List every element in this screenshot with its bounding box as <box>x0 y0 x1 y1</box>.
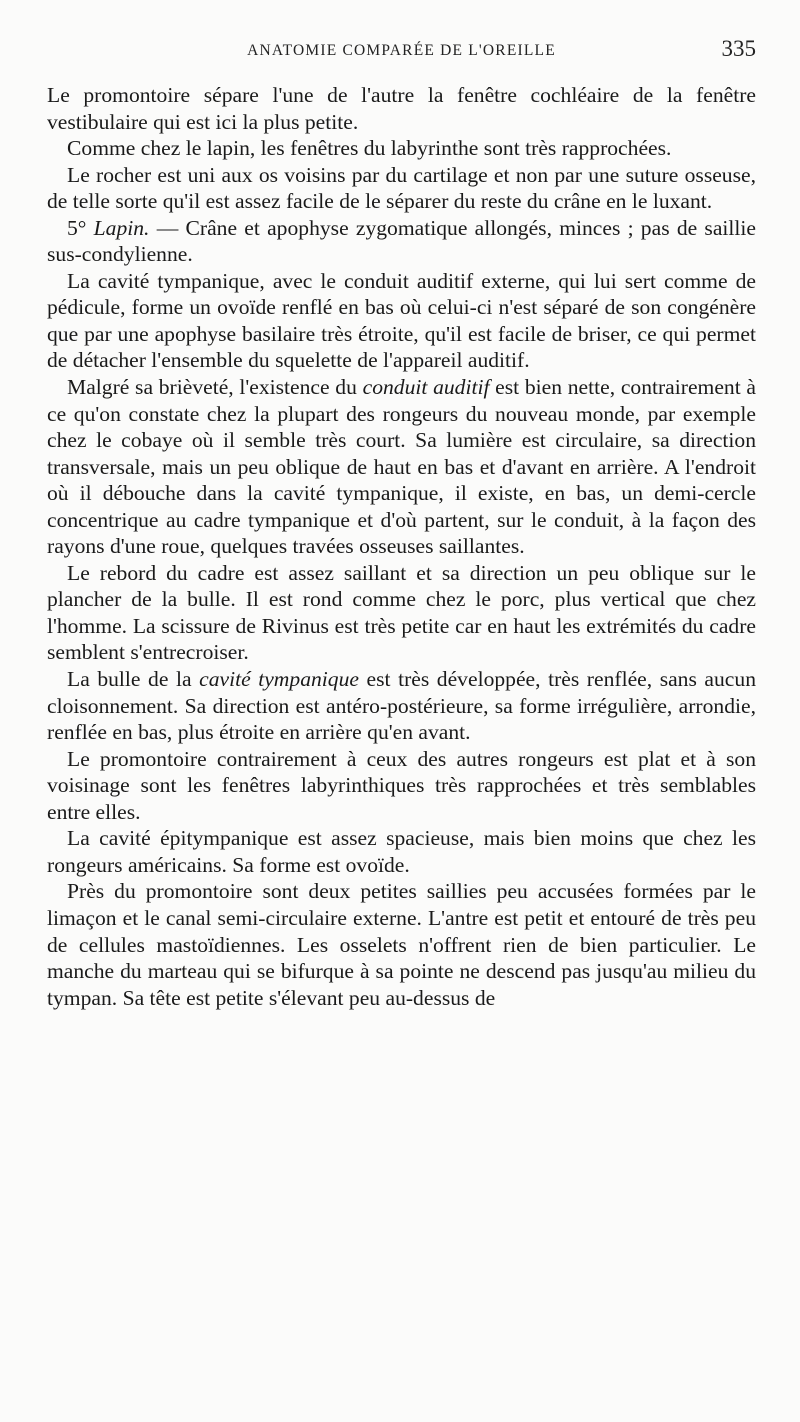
paragraph <box>47 560 756 666</box>
text-segment: La bulle de la <box>67 667 200 692</box>
paragraph <box>47 878 756 1011</box>
paragraph <box>47 268 756 374</box>
paragraph <box>47 162 756 215</box>
paragraph <box>47 82 756 135</box>
italic-text: Lapin. <box>93 215 150 240</box>
running-head <box>47 36 756 66</box>
paragraph <box>47 666 756 746</box>
paragraph <box>47 135 756 162</box>
paragraph <box>47 215 756 268</box>
italic-text: cavité tympanique <box>199 667 359 692</box>
paragraph <box>47 825 756 878</box>
text-segment: est bien nette, contrairement à ce qu'on constate chez la plupart des rongeurs du nouveau monde, par exemple chez le cobaye où il semble très court. Sa lumière est circulaire, sa direction transversale, mais un peu oblique de haut en bas et d'avant en arrière. A l'endroit où il débouche dans la cavité tympanique, il existe, en bas, un demi-cercle concentrique au cadre tympanique et d'où partent, sur le conduit, à la façon des rayons d'une roue, quelques travées osseuses saillantes. <box>47 375 757 559</box>
running-title: ANATOMIE COMPARÉE DE L'OREILLE <box>247 42 556 59</box>
paragraph <box>47 746 756 826</box>
text-segment: Malgré sa brièveté, l'existence du <box>67 375 363 400</box>
text-segment: La cavité épitympanique est assez spacieuse, mais bien moins que chez les rongeurs américains. Sa forme est ovoïde. <box>47 826 756 877</box>
text-segment: La cavité tympanique, avec le conduit auditif externe, qui lui sert comme de pédicule, forme un ovoïde renflé en bas où celui-ci n'est séparé de son congénère que par une apophyse basilaire très étroite, qu'il est facile de briser, ce qui permet de détacher l'ensemble du squelette de l'appareil auditif. <box>47 268 756 373</box>
text-segment: — Crâne et apophyse zygomatique allongés, minces ; pas de saillie sus-condylienne. <box>47 215 756 267</box>
paragraph <box>47 374 756 560</box>
text-segment: Le rocher est uni aux os voisins par du cartilage et non par une suture osseuse, de telle sorte qu'il est assez facile de le séparer du reste du crâne en le luxant. <box>47 162 756 214</box>
text-segment: Le promontoire sépare l'une de l'autre la fenêtre cochléaire de la fenêtre vestibulaire qui est ici la plus petite. <box>47 83 756 134</box>
text-segment: 5° <box>67 215 94 240</box>
text-segment: est très développée, très renflée, sans aucun cloisonnement. Sa direction est antéro-postérieure, sa forme irrégulière, arrondie, renflée en bas, plus étroite en arrière qu'en avant. <box>47 667 756 745</box>
page-number: 335 <box>721 36 756 61</box>
italic-text: conduit auditif <box>362 375 490 400</box>
text-segment: Près du promontoire sont deux petites saillies peu accusées formées par le limaçon et le canal semi-circulaire externe. L'antre est petit et entouré de très peu de cellules mastoïdiennes. Les osselets n'offrent rien de bien particulier. Le manche du marteau qui se bifurque à sa pointe ne descend pas jusqu'au milieu du tympan. Sa tête est petite s'élevant peu au-dessus de <box>47 879 756 1010</box>
body-text <box>47 82 756 1011</box>
text-segment: Le promontoire contrairement à ceux des autres rongeurs est plat et à son voisinage sont les fenêtres labyrinthiques très rapprochées et très semblables entre elles. <box>47 746 756 824</box>
text-segment: Le rebord du cadre est assez saillant et sa direction un peu oblique sur le plancher de la bulle. Il est rond comme chez le porc, plus vertical que chez l'homme. La scissure de Rivinus est très petite car en haut les extrémités du cadre semblent s'entrecroiser. <box>47 560 756 665</box>
text-segment: Comme chez le lapin, les fenêtres du labyrinthe sont très rapprochées. <box>67 136 672 161</box>
